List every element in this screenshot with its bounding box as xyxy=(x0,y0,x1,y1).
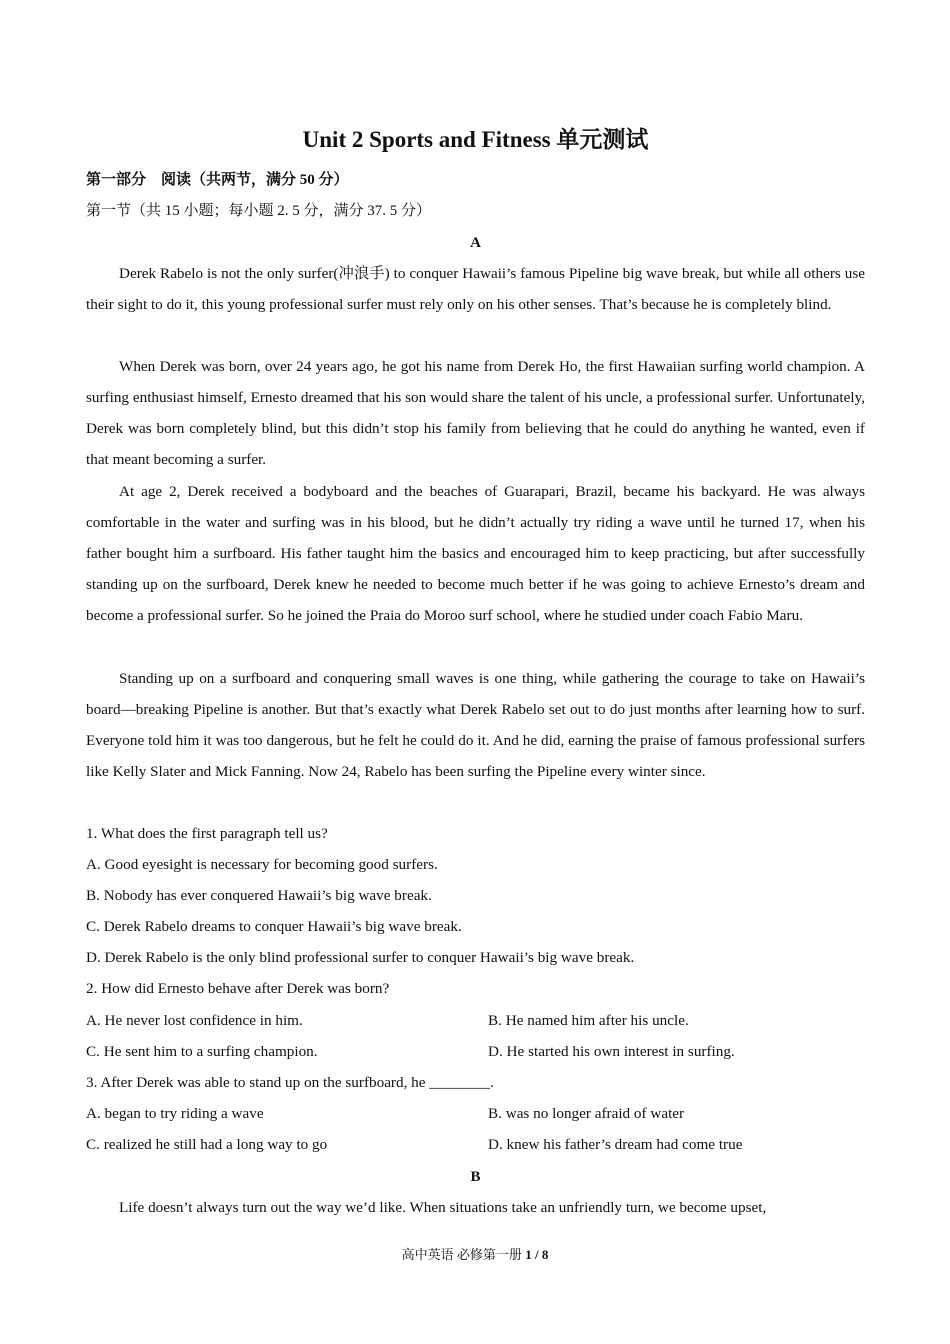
question-3-option-a: A. began to try riding a wave xyxy=(86,1105,264,1122)
page-footer xyxy=(0,1245,950,1265)
question-3-option-b: B. was no longer afraid of water xyxy=(488,1105,685,1122)
footer-page-number: 1 xyxy=(525,1247,532,1262)
footer-separator: / xyxy=(534,1247,539,1262)
passage-b-label: B xyxy=(470,1169,481,1185)
question-1-stem: 1. What does the first paragraph tell us? xyxy=(86,825,328,842)
question-1-option-d: D. Derek Rabelo is the only blind professional surfer to conquer Hawaii’s big wave break. xyxy=(86,949,635,966)
question-1-option-a: A. Good eyesight is necessary for becoming good surfers. xyxy=(86,856,438,873)
question-3-option-d: D. knew his father’s dream had come true xyxy=(488,1136,743,1153)
question-1-option-c: C. Derek Rabelo dreams to conquer Hawaii’s big wave break. xyxy=(86,918,462,935)
question-2-option-a: A. He never lost confidence in him. xyxy=(86,1012,303,1029)
section-heading: 第一节（共 15 小题；每小题 2. 5 分，满分 37. 5 分） xyxy=(86,203,432,219)
footer-book-title: 高中英语 必修第一册 xyxy=(401,1247,522,1262)
passage-a-paragraph-3: At age 2, Derek received a bodyboard and the beaches of Guarapari, Brazil, became his backyard. He was always comfortable in the water and surfing was in his blood, but he didn’t actually try riding a wave until he turned 17, when his father bought him a surfboard. His father taught him the basics and encouraged him to keep practicing, but after successfully standing up on the surfboard, Derek knew he needed to become much better if he was going to achieve Ernesto’s dream and become a professional surfer. So he joined the Praia do Moroo surf school, where he studied under coach Fabio Maru. xyxy=(86,483,865,625)
part-heading: 第一部分 阅读（共两节，满分 50 分） xyxy=(86,172,349,188)
passage-a-paragraph-1: Derek Rabelo is not the only surfer(冲浪手) to conquer Hawaii’s famous Pipeline big wave break, but while all others use their sight to do it, this young professional surfer must rely only on his other senses. That’s because he is completely blind. xyxy=(86,265,865,314)
passage-a-paragraph-2: When Derek was born, over 24 years ago, he got his name from Derek Ho, the first Hawaiian surfing world champion. A surfing enthusiast himself, Ernesto dreamed that his son would share the talent of his uncle, a professional surfer. Unfortunately, Derek was born completely blind, but this didn’t stop his family from believing that he could do anything he wanted, even if that meant becoming a surfer. xyxy=(86,358,865,469)
passage-a-paragraph-4: Standing up on a surfboard and conquering small waves is one thing, while gathering the courage to take on Hawaii’s board—breaking Pipeline is another. But that’s exactly what Derek Rabelo set out to do just months after learning how to surf. Everyone told him it was too dangerous, but he felt he could do it. And he did, earning the praise of famous professional surfers like Kelly Slater and Mick Fanning. Now 24, Rabelo has been surfing the Pipeline every winter since. xyxy=(86,670,865,781)
question-2-stem: 2. How did Ernesto behave after Derek was born? xyxy=(86,980,390,997)
question-3-option-c: C. realized he still had a long way to go xyxy=(86,1136,328,1153)
question-2-option-d: D. He started his own interest in surfing. xyxy=(488,1043,735,1060)
question-3-stem: 3. After Derek was able to stand up on the surfboard, he ________. xyxy=(86,1074,494,1091)
question-1-option-b: B. Nobody has ever conquered Hawaii’s big wave break. xyxy=(86,887,432,904)
question-2-option-b: B. He named him after his uncle. xyxy=(488,1012,689,1029)
question-2-option-c: C. He sent him to a surfing champion. xyxy=(86,1043,318,1060)
passage-a-label: A xyxy=(470,235,481,251)
passage-b-paragraph-1: Life doesn’t always turn out the way we’d like. When situations take an unfriendly turn, we become upset, xyxy=(119,1199,767,1216)
page-title: Unit 2 Sports and Fitness 单元测试 xyxy=(302,127,649,152)
footer-total-pages: 8 xyxy=(541,1247,549,1262)
